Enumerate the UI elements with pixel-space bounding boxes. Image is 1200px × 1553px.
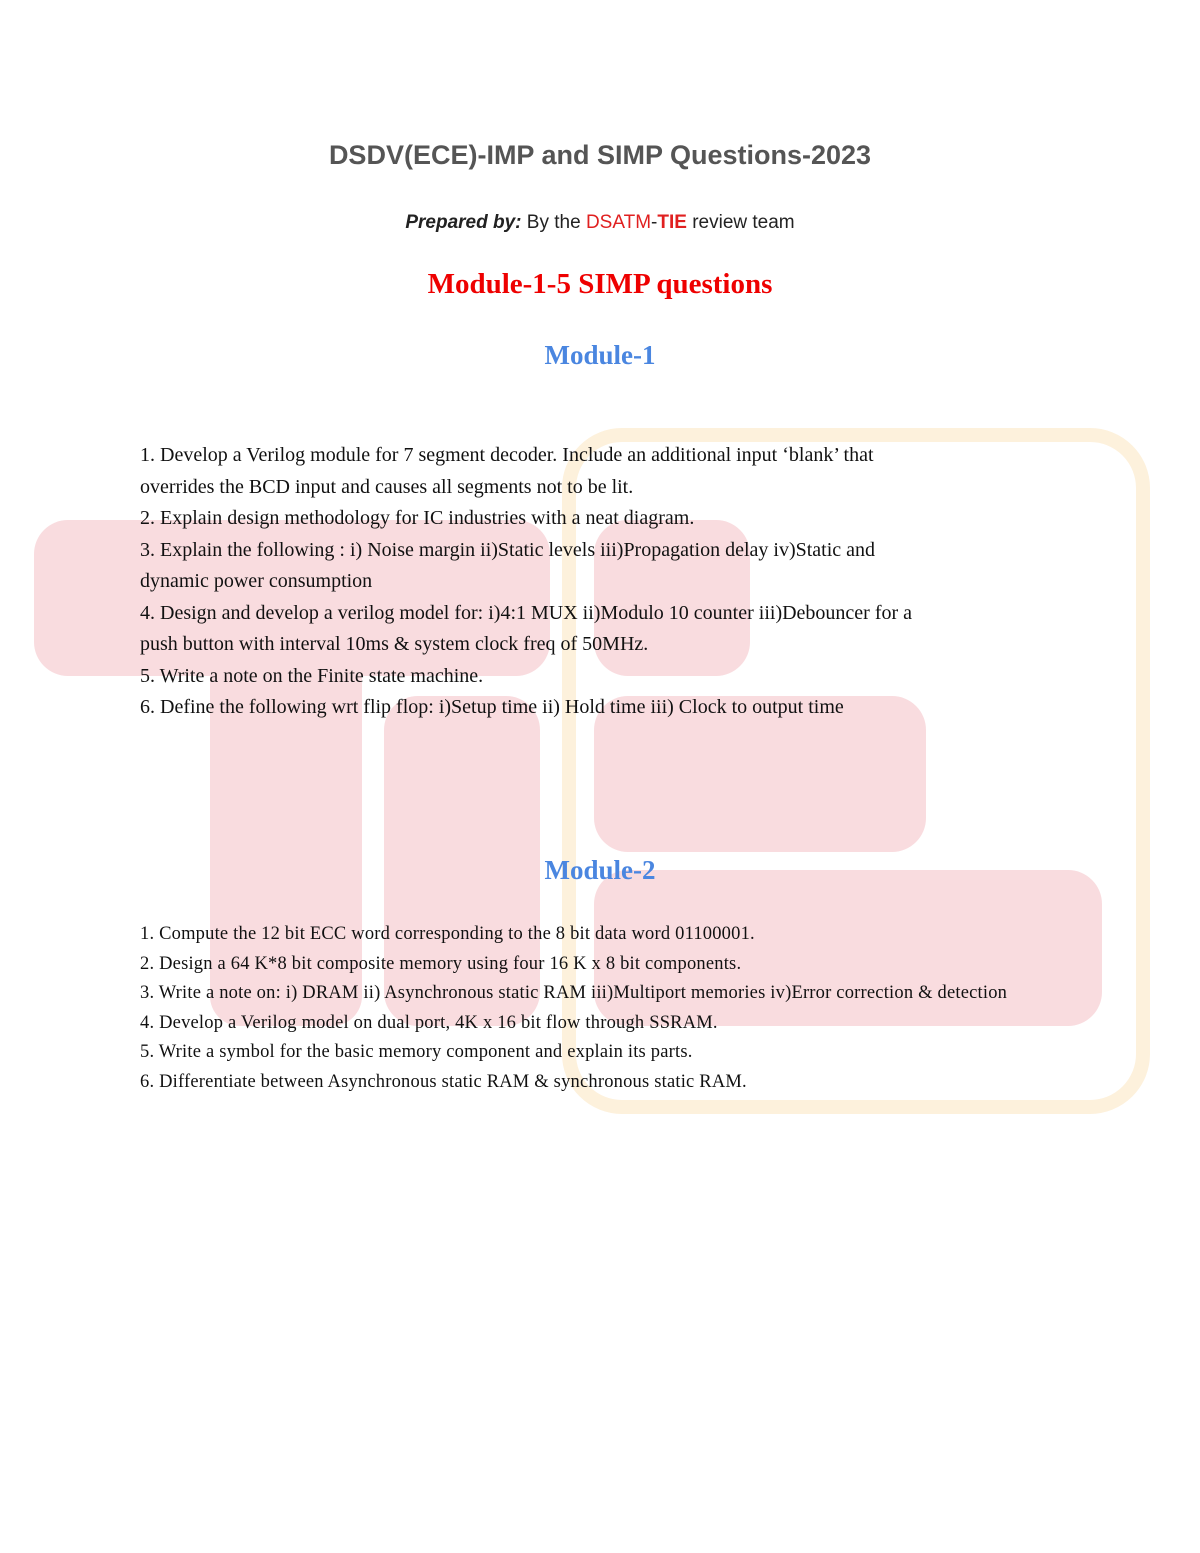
module-2-questions [140, 920, 1060, 1097]
question-item: 5. Write a symbol for the basic memory component and explain its parts. [140, 1042, 693, 1062]
question-item: 5. Write a note on the Finite state machine. [140, 664, 484, 687]
prepared-by-line [0, 212, 1200, 234]
module-2-heading: Module-2 [544, 855, 656, 885]
question-item: 6. Differentiate between Asynchronous static RAM & synchronous static RAM. [140, 1071, 747, 1092]
question-item: 1. Develop a Verilog module for 7 segment decoder. Include an additional input ‘blank’ that overrides the BCD input and causes all segments not to be lit. [140, 444, 874, 498]
question-item: 4. Design and develop a verilog model for: i)4:1 MUX ii)Modulo 10 counter iii)Debouncer for a push button with interval 10ms & system clock freq of 50MHz. [140, 601, 913, 655]
module-1-heading: Module-1 [544, 340, 656, 370]
question-item: 2. Explain design methodology for IC industries with a neat diagram. [140, 507, 695, 529]
question-item: 2. Design a 64 K*8 bit composite memory using four 16 K x 8 bit components. [140, 953, 742, 974]
prepared-by-suffix: review team [686, 212, 795, 233]
question-item: 3. Explain the following : i) Noise margin ii)Static levels iii)Propagation delay iv)Static and dynamic power consumption [140, 538, 876, 592]
org-name-tie: TIE [657, 212, 687, 233]
question-item: 3. Write a note on: i) DRAM ii) Asynchronous static RAM iii)Multiport memories iv)Error correction & detection [140, 983, 1008, 1003]
prepared-by-label: Prepared by: [405, 212, 522, 233]
document-title: DSDV(ECE)-IMP and SIMP Questions-2023 [328, 140, 872, 170]
question-item: 4. Develop a Verilog model on dual port, 4K x 16 bit flow through SSRAM. [140, 1012, 718, 1033]
prepared-by-prefix: By the [521, 212, 586, 233]
question-item: 1. Compute the 12 bit ECC word corresponding to the 8 bit data word 01100001. [140, 924, 755, 944]
org-dash: - [651, 212, 658, 233]
org-name-dsatm: DSATM [585, 212, 652, 233]
question-item: 6. Define the following wrt flip flop: i)Setup time ii) Hold time iii) Clock to output time [140, 696, 844, 718]
module-1-questions [140, 440, 940, 724]
section-title: Module-1-5 SIMP questions [427, 268, 773, 300]
